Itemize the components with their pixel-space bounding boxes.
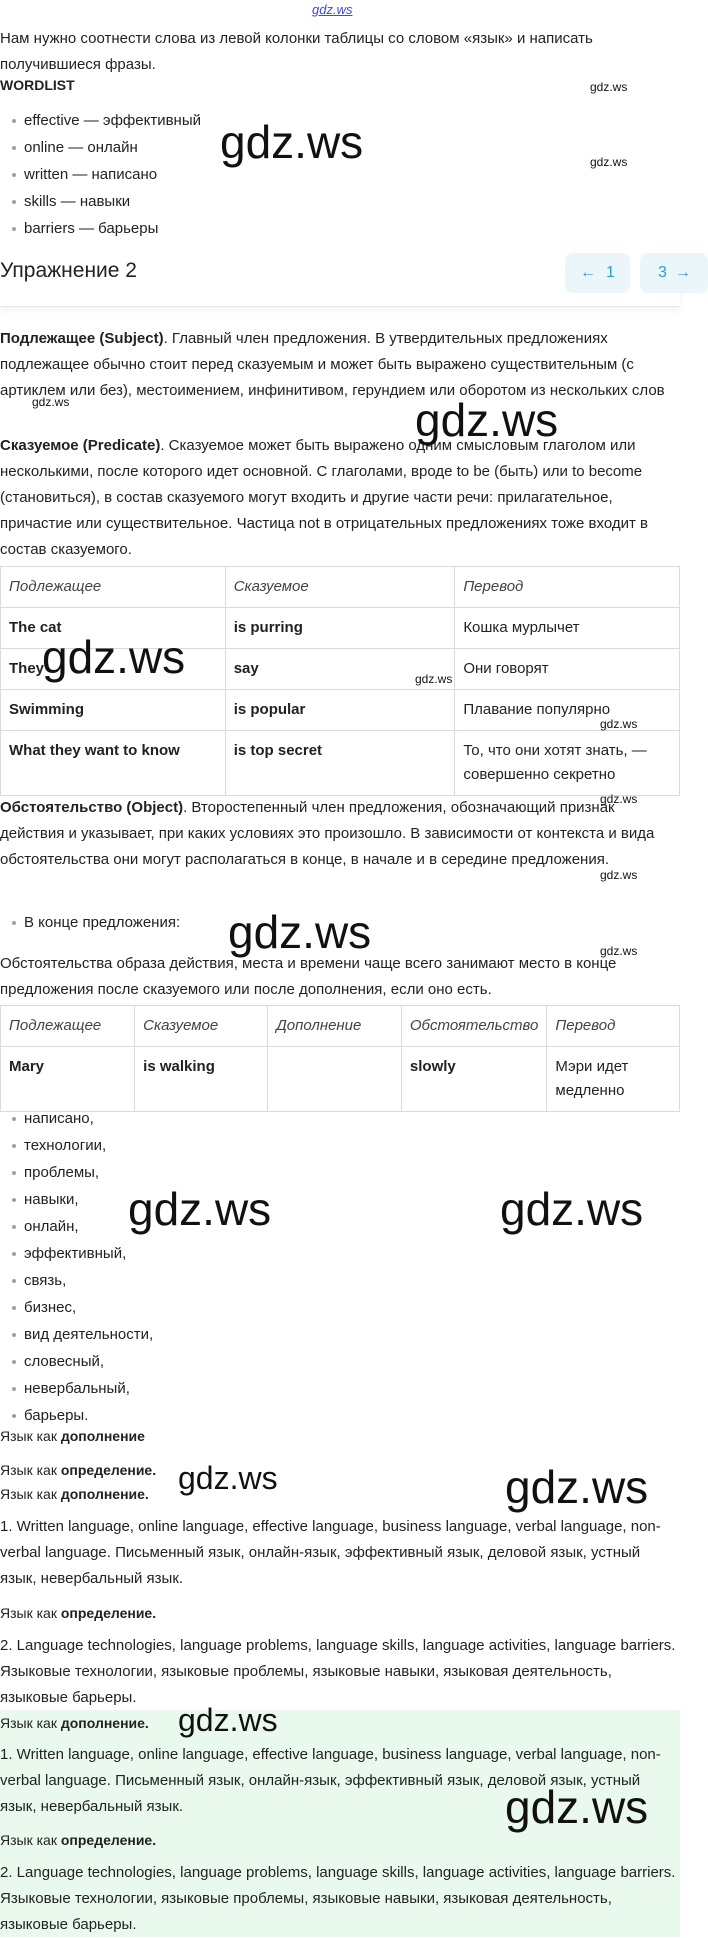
words-list <box>12 1105 153 1429</box>
table-header-cell: Сказуемое <box>135 1006 268 1047</box>
table-cell: Swimming <box>1 690 226 731</box>
lang-prefix: Язык как <box>0 1486 61 1502</box>
watermark: gdz.ws <box>178 1460 278 1496</box>
watermark: gdz.ws <box>600 868 638 882</box>
table-header-cell: Дополнение <box>268 1006 402 1047</box>
subject-text: . Главный член предложения. В утвердительных предложениях подлежащее обычно стоит перед сказуемым и может быть выражено существительным (с артиклем или без), местоимением, инфинитивом, герундием или оборотом из нескольких слов <box>0 330 665 399</box>
next-exercise-button[interactable] <box>640 253 708 293</box>
list-item: эффективный, <box>12 1240 153 1267</box>
table-cell: They <box>1 649 226 690</box>
sentence-parts-table <box>0 1005 680 1112</box>
table-cell: is purring <box>225 608 455 649</box>
answer-2-highlighted: 2. Language technologies, language problems, language skills, language activities, language barriers. Языковые технологии, языковые проблемы, языковые навыки, языковая деятельность, языковые барьеры. <box>0 1864 676 1933</box>
answer-1: 1. Written language, online language, effective language, business language, verbal language, non-verbal language. Письменный язык, онлайн-язык, эффективный язык, деловой язык, устный язык, невербальный язык. <box>0 1518 661 1587</box>
watermark: gdz.ws <box>415 394 559 446</box>
lang-prefix: Язык как <box>0 1462 61 1478</box>
table-cell: Мэри идет медленно <box>547 1047 680 1112</box>
list-item: онлайн, <box>12 1213 153 1240</box>
table-cell: say <box>225 649 455 690</box>
prev-exercise-number: 1 <box>606 264 615 281</box>
watermark: gdz.ws <box>590 155 628 169</box>
watermark: gdz.ws <box>600 792 638 806</box>
table-header-cell: Обстоятельство <box>401 1006 546 1047</box>
list-item: навыки, <box>12 1186 153 1213</box>
object-term: Обстоятельство (Object) <box>0 799 184 816</box>
role-label: дополнение. <box>60 1715 149 1731</box>
role-label: определение. <box>60 1832 157 1848</box>
watermark: gdz.ws <box>505 1781 649 1833</box>
table-cell: Mary <box>1 1047 135 1112</box>
wordlist-title: WORDLIST <box>0 77 75 93</box>
table-header-cell: Сказуемое <box>225 567 455 608</box>
watermark: gdz.ws <box>178 1702 278 1738</box>
table-cell <box>268 1047 402 1112</box>
lang-prefix: Язык как <box>0 1605 61 1621</box>
list-item: барьеры. <box>12 1402 153 1429</box>
list-item: effective — эффективный <box>12 107 201 134</box>
table-header-cell: Подлежащее <box>1 567 226 608</box>
list-item: barriers — барьеры <box>12 215 201 242</box>
lang-prefix: Язык как <box>0 1832 61 1848</box>
watermark: gdz.ws <box>590 80 628 94</box>
table-header-cell: Перевод <box>455 567 680 608</box>
watermark: gdz.ws <box>220 116 364 168</box>
table-header-row <box>1 567 680 608</box>
arrow-right-icon: → <box>674 264 691 281</box>
object-paragraph <box>0 795 680 873</box>
watermark: gdz.ws <box>500 1183 644 1235</box>
table-cell: Кошка мурлычет <box>455 608 680 649</box>
list-item: online — онлайн <box>12 134 201 161</box>
table-header-cell: Перевод <box>547 1006 680 1047</box>
next-exercise-number: 3 <box>658 264 667 281</box>
table-header-row <box>1 1006 680 1047</box>
role-label: дополнение <box>60 1428 145 1444</box>
table-cell: is popular <box>225 690 455 731</box>
watermark: gdz.ws <box>128 1183 272 1235</box>
exercise-title: Упражнение 2 <box>0 259 137 282</box>
table-row <box>1 690 680 731</box>
watermark: gdz.ws <box>228 906 372 958</box>
table-cell: То, что они хотят знать, — совершенно секретно <box>455 731 680 796</box>
position-list <box>12 909 180 936</box>
lang-role-line <box>0 1710 680 1736</box>
end-position-text: Обстоятельства образа действия, места и времени чаще всего занимают место в конце предложения после сказуемого или после дополнения, если оно есть. <box>0 955 617 998</box>
subject-paragraph <box>0 326 680 404</box>
list-item: бизнес, <box>12 1294 153 1321</box>
list-item: skills — навыки <box>12 188 201 215</box>
lang-prefix: Язык как <box>0 1715 61 1731</box>
answer-1-highlighted: 1. Written language, online language, effective language, business language, verbal language, non-verbal language. Письменный язык, онлайн-язык, эффективный язык, деловой язык, устный язык, невербальный язык. <box>0 1746 661 1815</box>
arrow-left-icon: ← <box>580 264 597 281</box>
watermark: gdz.ws <box>600 944 638 958</box>
watermark: gdz.ws <box>600 717 638 731</box>
table-cell: What they want to know <box>1 731 226 796</box>
answer-2: 2. Language technologies, language problems, language skills, language activities, language barriers. Языковые технологии, языковые проблемы, языковые навыки, языковая деятельность, языковые барьеры. <box>0 1637 676 1706</box>
predicate-text: . Сказуемое может быть выражено одним смысловым глаголом или несколькими, после которого идет основной. С глаголами, вроде to be (быть) или to become (становиться), в состав сказуемого могут входить и другие части речи: прилагательное, причастие или существительное. Частица not в отрицательных предложениях тоже входит в состав сказуемого. <box>0 437 649 558</box>
list-item: невербальный, <box>12 1375 153 1402</box>
table-cell: is walking <box>135 1047 268 1112</box>
table-cell: slowly <box>401 1047 546 1112</box>
role-label: определение. <box>60 1462 157 1478</box>
intro-text: Нам нужно соотнести слова из левой колонки таблицы со словом «язык» и написать получившиеся фразы. <box>0 30 593 73</box>
list-item: написано, <box>12 1105 153 1132</box>
list-item: проблемы, <box>12 1159 153 1186</box>
role-label: дополнение. <box>60 1486 149 1502</box>
watermark: gdz.ws <box>32 395 70 409</box>
watermark: gdz.ws <box>505 1461 649 1513</box>
lang-role-line <box>0 1423 680 1449</box>
table-header-cell: Подлежащее <box>1 1006 135 1047</box>
prev-exercise-button[interactable] <box>565 253 630 293</box>
lang-role-line <box>0 1600 680 1626</box>
watermark: gdz.ws <box>42 631 186 683</box>
predicate-term: Сказуемое (Predicate) <box>0 437 161 454</box>
site-mark-top: gdz.ws <box>312 2 353 17</box>
table-cell: Плавание популярно <box>455 690 680 731</box>
table-row <box>1 731 680 796</box>
table-cell: The cat <box>1 608 226 649</box>
role-label: определение. <box>60 1605 157 1621</box>
list-item: вид деятельности, <box>12 1321 153 1348</box>
list-item: технологии, <box>12 1132 153 1159</box>
lang-prefix: Язык как <box>0 1428 61 1444</box>
list-item: связь, <box>12 1267 153 1294</box>
table-row <box>1 1047 680 1112</box>
list-item: словесный, <box>12 1348 153 1375</box>
predicate-paragraph <box>0 433 680 563</box>
table-cell: is top secret <box>225 731 455 796</box>
subject-term: Подлежащее (Subject) <box>0 330 164 347</box>
watermark: gdz.ws <box>415 672 453 686</box>
object-text: . Второстепенный член предложения, обозначающий признак действия и указывает, при каких условиях это произошло. В зависимости от контекста и вида обстоятельства они могут располагаться в конце, в начале и в середине предложения. <box>0 799 655 868</box>
table-cell: Они говорят <box>455 649 680 690</box>
list-item: written — написано <box>12 161 201 188</box>
list-item: В конце предложения: <box>12 909 180 936</box>
wordlist <box>12 107 201 242</box>
